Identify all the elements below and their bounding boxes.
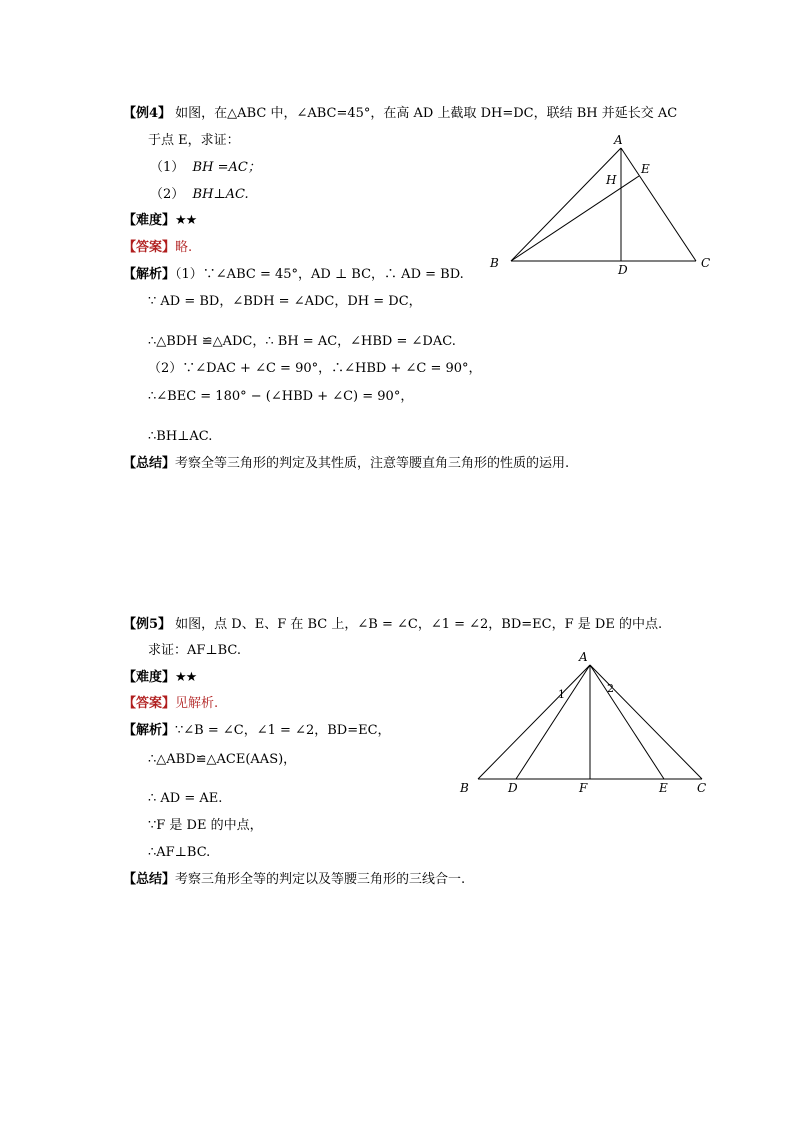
ex4-step: （1）∵∠ABC = 45°，AD ⊥ BC，∴ AD = BD. xyxy=(175,267,464,282)
ex4-difficulty xyxy=(123,213,196,229)
ex4-label-b: B xyxy=(490,256,499,270)
ex5-answer xyxy=(123,696,218,712)
ex4-answer-tag: 【答案】 xyxy=(123,240,176,255)
ex4-part1 xyxy=(150,160,261,176)
ex4-label-c: C xyxy=(701,256,711,270)
ex5-step: ∵F 是 DE 的中点， xyxy=(148,818,263,833)
ex4-part1-num: （1） xyxy=(150,160,185,175)
ex5-summary xyxy=(123,872,465,888)
ex5-statement-text: 如图，点 D、E、F 在 BC 上，∠B = ∠C，∠1 = ∠2，BD=EC，F 是 DE 的中点. xyxy=(171,617,663,632)
ex4-statement-line2: 于点 E，求证： xyxy=(148,133,240,148)
ex5-answer-text: 见解析. xyxy=(175,696,219,711)
ex5-step: ∴ AD = AE. xyxy=(148,791,223,806)
ex5-step: ∴AF⊥BC. xyxy=(148,845,211,860)
ex5-label-b: B xyxy=(460,781,469,795)
ex5-label-d: D xyxy=(508,781,518,795)
ex4-analysis-tag: 【解析】 xyxy=(123,267,176,282)
ex5-step: ∴△ABD≌△ACE(AAS)， xyxy=(148,752,297,767)
ex5-analysis-line1 xyxy=(123,723,391,739)
ex4-part2 xyxy=(150,187,249,203)
ex4-label-e: E xyxy=(641,162,650,176)
ex5-segment-ae xyxy=(590,665,664,779)
ex4-step: ∵ AD = BD，∠BDH = ∠ADC，DH = DC， xyxy=(148,294,422,309)
ex4-difficulty-tag: 【难度】 xyxy=(123,213,176,228)
ex5-label-f: F xyxy=(579,781,588,795)
ex4-difficulty-stars: ★★ xyxy=(175,213,197,228)
ex5-difficulty-tag: 【难度】 xyxy=(123,670,176,685)
ex4-statement-text: 如图，在△ABC 中，∠ABC=45°，在高 AD 上截取 DH=DC，联结 BH 并延长交 AC xyxy=(171,106,678,121)
ex4-part1-text: BH =AC； xyxy=(192,160,261,175)
ex4-segment-be xyxy=(511,176,639,261)
ex4-label-d: D xyxy=(618,263,628,277)
ex5-answer-tag: 【答案】 xyxy=(123,696,176,711)
ex5-label-angle-1: 1 xyxy=(558,688,565,701)
ex4-label-a: A xyxy=(614,133,623,147)
ex4-summary-text: 考察全等三角形的判定及其性质，注意等腰直角三角形的性质的运用. xyxy=(175,456,570,471)
ex4-summary-tag: 【总结】 xyxy=(123,456,176,471)
ex4-step: ∴∠BEC = 180° − (∠HBD + ∠C) = 90°， xyxy=(148,389,414,404)
ex4-summary xyxy=(123,456,569,472)
ex4-statement-line1 xyxy=(123,106,677,122)
ex5-label-e: E xyxy=(659,781,668,795)
ex5-side-ab xyxy=(478,665,590,779)
ex5-difficulty xyxy=(123,670,196,686)
ex4-part2-text: BH⊥AC. xyxy=(192,187,249,202)
ex5-label-a: A xyxy=(579,650,588,664)
ex5-statement-line1 xyxy=(123,617,662,633)
ex4-side-ab xyxy=(511,148,621,261)
ex5-statement-line2: 求证：AF⊥BC. xyxy=(148,643,242,658)
ex4-step: （2）∵∠DAC + ∠C = 90°，∴∠HBD + ∠C = 90°， xyxy=(148,361,482,376)
ex4-label-h: H xyxy=(606,173,617,187)
ex5-figure xyxy=(450,645,720,800)
ex4-side-ac xyxy=(621,148,696,261)
ex5-step: ∵∠B = ∠C，∠1 = ∠2，BD=EC， xyxy=(175,723,391,738)
ex4-tag: 【例4】 xyxy=(123,106,172,121)
ex5-tag: 【例5】 xyxy=(123,617,172,632)
ex4-analysis-line1 xyxy=(123,267,464,283)
ex5-segment-ad xyxy=(516,665,590,779)
ex4-figure xyxy=(480,128,720,278)
ex5-difficulty-stars: ★★ xyxy=(175,670,197,685)
ex5-summary-tag: 【总结】 xyxy=(123,872,176,887)
ex4-step: ∴BH⊥AC. xyxy=(148,429,213,444)
ex5-label-angle-2: 2 xyxy=(607,682,614,695)
ex4-part2-num: （2） xyxy=(150,187,185,202)
ex5-summary-text: 考察三角形全等的判定以及等腰三角形的三线合一. xyxy=(175,872,466,887)
ex4-answer xyxy=(123,240,192,256)
ex4-step: ∴△BDH ≌△ADC，∴ BH = AC，∠HBD = ∠DAC. xyxy=(148,334,456,349)
ex5-label-c: C xyxy=(697,781,707,795)
ex5-analysis-tag: 【解析】 xyxy=(123,723,176,738)
ex4-answer-text: 略. xyxy=(175,240,193,255)
